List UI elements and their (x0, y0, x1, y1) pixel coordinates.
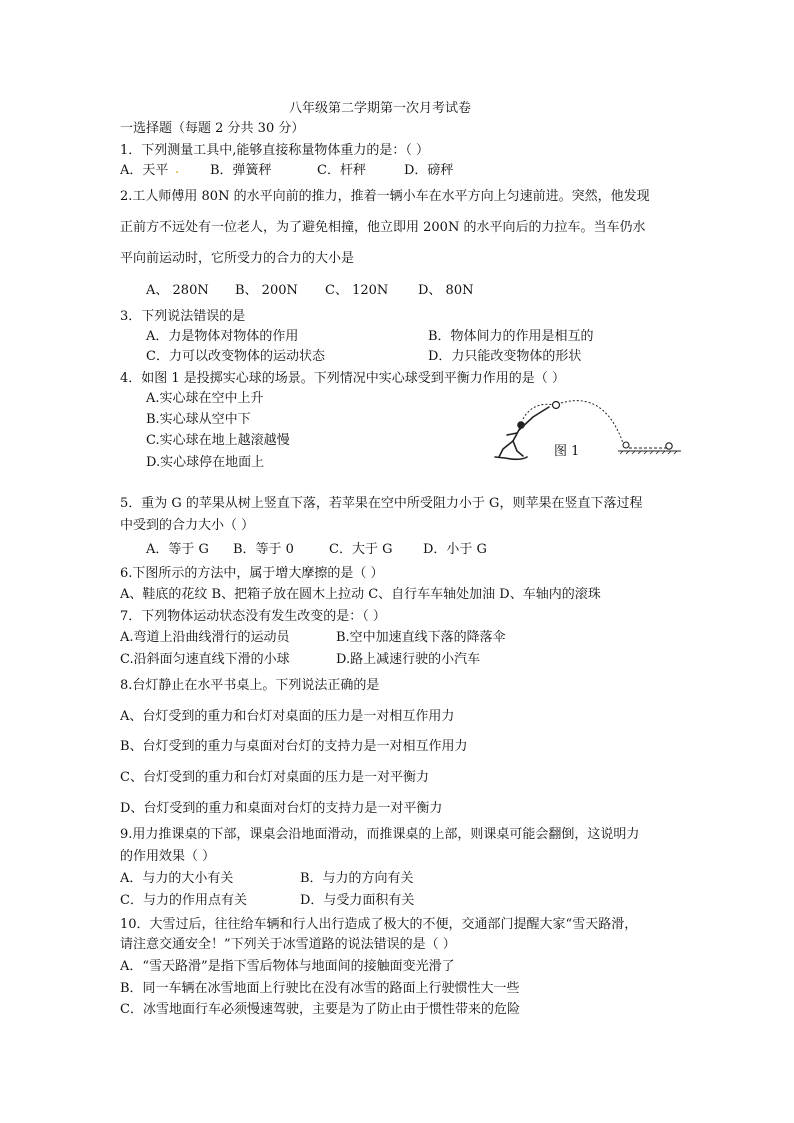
q6-options: A、鞋底的花纹 B、把箱子放在圆木上拉动 C、自行车车轴处加油 D、车轴内的滚珠 (120, 587, 601, 602)
q5-option-a: A．等于 G (146, 542, 209, 557)
q2-option-c: C、 120N (325, 283, 389, 298)
q8-option-a: A、台灯受到的重力和台灯对桌面的压力是一对相互作用力 (120, 709, 455, 724)
q6-stem: 6.下图所示的方法中，属于增大摩擦的是（ ） (120, 566, 384, 581)
q2-option-d: D、 80N (418, 283, 474, 298)
q8-option-d: D、台灯受到的重力和桌面对台灯的支持力是一对平衡力 (120, 801, 443, 816)
q5-option-c: C．大于 G (329, 542, 393, 557)
q9-line-1: 9.用力推课桌的下部，课桌会沿地面滑动，而推课桌的上部，则课桌可能会翻倒，这说明力 (120, 827, 640, 842)
q1-option-d: D．磅秤 (404, 163, 454, 178)
q5-line-1: 5．重为 G 的苹果从树上竖直下落，若苹果在空中所受阻力小于 G，则苹果在竖直下落过程 (120, 496, 643, 511)
q2-option-a: A、 280N (146, 283, 209, 298)
q8-option-c: C、台灯受到的重力和台灯对桌面的压力是一对平衡力 (120, 770, 429, 785)
q3-option-a: A．力是物体对物体的作用 (146, 329, 299, 344)
q8-option-b: B、台灯受到的重力与桌面对台灯的支持力是一对相互作用力 (120, 739, 468, 754)
q1-option-b: B．弹簧秤 (210, 163, 272, 178)
q1-option-a: A．天平 (120, 163, 169, 178)
q10-line-2: 请注意交通安全！”下列关于冰雪道路的说法错误的是（ ） (120, 937, 456, 952)
q9-option-c: C．与力的作用点有关 (120, 893, 247, 908)
q4-option-b: B.实心球从空中下 (146, 412, 251, 427)
q2-line-3: 平向前运动时，它所受力的合力的大小是 (120, 251, 355, 266)
q4-stem: 4．如图 1 是投掷实心球的场景。下列情况中实心球受到平衡力作用的是（ ） (120, 371, 565, 386)
q10-option-c: C．冰雪地面行车必须慢速驾驶，主要是为了防止由于惯性带来的危险 (120, 1002, 520, 1017)
q2-option-b: B、 200N (235, 283, 298, 298)
q7-option-b: B.空中加速直线下落的降落伞 (336, 630, 506, 645)
q10-option-a: A．“雪天路滑”是指下雪后物体与地面间的接触面变光滑了 (120, 959, 455, 974)
ball-bounce (623, 442, 629, 448)
section-heading: 一选择题（每题 2 分共 30 分） (120, 121, 305, 136)
q7-option-d: D.路上减速行驶的小汽车 (336, 652, 481, 667)
figure-1-label: 图 1 (554, 444, 580, 459)
q7-option-a: A.弯道上沿曲线滑行的运动员 (120, 630, 290, 645)
q4-option-a: A.实心球在空中上升 (146, 391, 264, 406)
q7-stem: 7．下列物体运动状态没有发生改变的是：（ ） (120, 609, 386, 624)
ball-resting (666, 443, 672, 449)
q7-option-c: C.沿斜面匀速直线下滑的小球 (120, 652, 290, 667)
q10-option-b: B．同一车辆在冰雪地面上行驶比在没有冰雪的路面上行驶惯性大一些 (120, 981, 520, 996)
q5-line-2: 中受到的合力大小（ ） (120, 518, 255, 533)
q3-option-b: B．物体间力的作用是相互的 (428, 329, 594, 344)
ball-trajectory (523, 401, 623, 443)
q10-line-1: 10．大雪过后，往往给车辆和行人出行造成了极大的不便，交通部门提醒大家“雪天路滑， (120, 917, 638, 932)
q9-line-2: 的作用效果（ ） (120, 849, 216, 864)
ball-in-air (553, 402, 560, 409)
q9-option-d: D．与受力面积有关 (300, 893, 415, 908)
q3-option-c: C．力可以改变物体的运动状态 (146, 349, 325, 364)
q2-line-1: 2.工人师傅用 80N 的水平向前的推力，推着一辆小车在水平方向上匀速前进。突然，他发现 (120, 189, 650, 204)
q3-option-d: D．力只能改变物体的形状 (428, 349, 582, 364)
q2-line-2: 正前方不远处有一位老人，为了避免相撞，他立即用 200N 的水平向后的力拉车。当车仍水 (120, 220, 646, 235)
q3-stem: 3．下列说法错误的是 (120, 309, 246, 324)
figure-1-shot-put-illustration (493, 393, 685, 463)
exam-title: 八年级第二学期第一次月考试卷 (289, 101, 472, 116)
q8-stem: 8.台灯静止在水平书桌上。下列说法正确的是 (120, 678, 380, 693)
q9-option-a: A．与力的大小有关 (120, 871, 234, 886)
q1-stem: 1．下列测量工具中,能够直接称量物体重力的是：（ ） (120, 143, 430, 158)
q5-option-b: B．等于 0 (233, 542, 294, 557)
q1-dot-mark: . (175, 162, 180, 177)
q9-option-b: B．与力的方向有关 (300, 871, 414, 886)
q4-option-d: D.实心球停在地面上 (146, 455, 265, 470)
thrower-figure (495, 407, 549, 459)
q4-option-c: C.实心球在地上越滚越慢 (146, 433, 290, 448)
q5-option-d: D．小于 G (423, 542, 487, 557)
q1-option-c: C．杆秤 (317, 163, 366, 178)
